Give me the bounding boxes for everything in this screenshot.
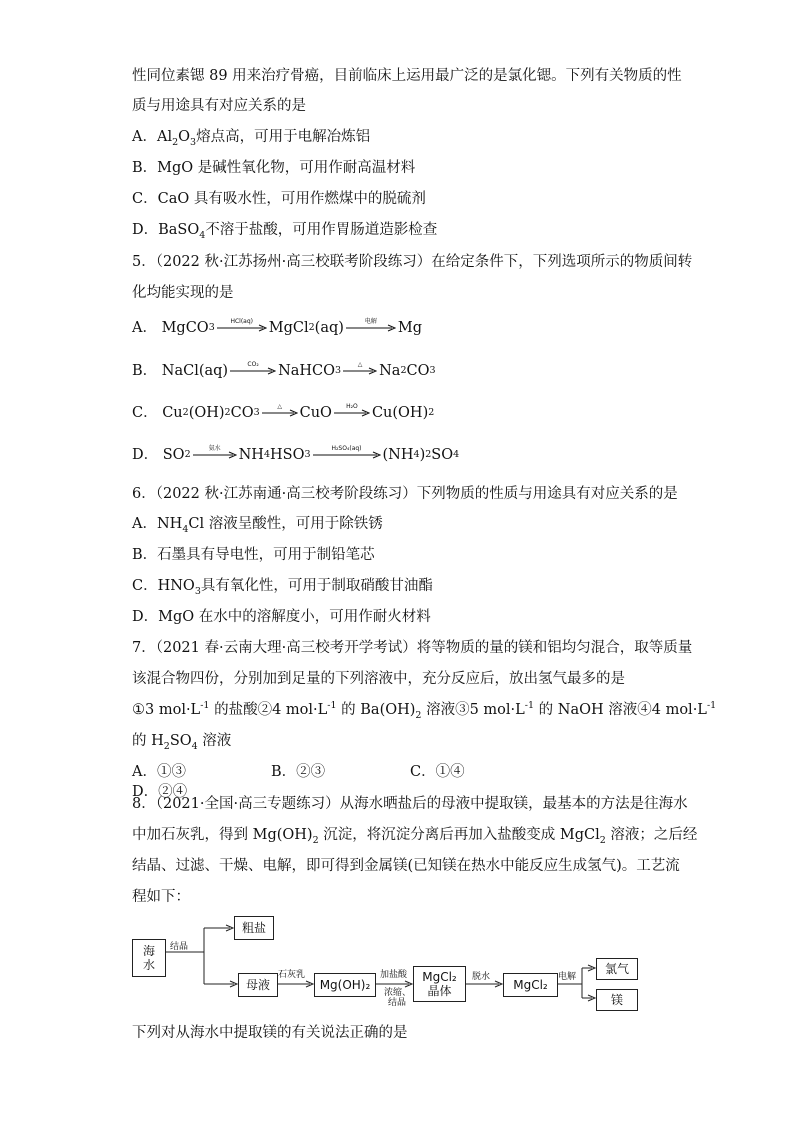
box-mgcl2: MgCl₂ [503,973,558,997]
option-4a: A．$Al_2O_3$熔点高，可用于电解冶炼铝 [132,129,371,148]
question-5: 5．（2022 秋·江苏扬州·高三校联考阶段练习）在给定条件下，下列选项所示的物质间转 [132,254,693,270]
box-mgoh2: Mg(OH)₂ [314,973,376,997]
arrow-label: 氨水 [208,445,221,452]
question-8-prompt: 下列对从海水中提取镁的有关说法正确的是 [132,1025,408,1041]
label-electrolysis: 电解 [558,972,577,982]
arrow-label: H₂O [346,403,358,410]
arrow-label: 电解 [364,318,377,325]
option-7c: C．①④ [410,764,465,780]
question-8: 8．（2021·全国·高三专题练习）从海水晒盐后的母液中提取镁，最基本的方法是往海水 [132,796,688,812]
arrow-label: △ [277,403,282,410]
question-8-cont: 中加石灰乳，得到 $Mg(OH)_2$ 沉淀，将沉淀分离后再加入盐酸变成 MgCl$_2$ 溶液；之后经 [132,827,698,846]
label-add-hcl: 加盐酸 [380,970,408,980]
question-7-solutions: ①3 $mol\cdot L^{-1}$ 的盐酸②4 $mol\cdot L^{-1}$ 的 $Ba(OH)_2$ 溶液③5 $mol\cdot L^{-1}$ 的 NaOH 溶液④4 $mol\cdot L^{-1}$ [132,700,717,721]
option-6a: A．$NH_4Cl$ 溶液呈酸性，可用于除铁锈 [132,516,383,535]
option-7a: A．①③ [132,764,186,780]
label-dehydrate: 脱水 [472,972,491,982]
question-5-cont: 化均能实现的是 [132,285,234,301]
process-flow-diagram [130,912,650,1012]
option-7b: B．②③ [271,764,326,780]
question-8-cont3: 程如下： [132,889,190,905]
paragraph-line: 质与用途具有对应关系的是 [132,98,306,114]
box-crude-salt: 粗盐 [234,916,274,940]
option-6b: B．石墨具有导电性，可用于制铅笔芯 [132,547,375,563]
label-crystallize: 结晶 [170,942,189,952]
label-lime: 石灰乳 [278,970,306,980]
option-4d: D．BaSO$_4$不溶于盐酸，可用作胃肠道造影检查 [132,222,438,241]
box-seawater: 海水 [132,939,166,977]
box-mgcl2-crystal [413,966,466,1002]
reaction-5d: D． SO 2 氨水 NH 4 HSO 3 H₂SO₄(aq) (NH 4 ) 2 SO 4 [132,445,460,463]
reaction-5a: A． MgCO 3 HCl(aq) MgCl 2 (aq) 电解 Mg [132,318,423,336]
paragraph-line: 性同位素锶 89 用来治疗骨癌，目前临床上运用最广泛的是氯化锶。下列有关物质的性 [132,68,682,84]
mgcl2-crystal-formula: MgCl₂ [422,970,457,984]
label-crystallize-2: 结晶 [388,998,407,1008]
option-6c: C．$HNO_3$具有氧化性，可用于制取硝酸甘油酯 [132,578,433,597]
option-6d: D．MgO 在水中的溶解度小，可用作耐火材料 [132,609,431,625]
question-7-cont: 该混合物四份，分别加到足量的下列溶液中，充分反应后，放出氢气最多的是 [132,671,625,687]
question-8-cont2: 结晶、过滤、干燥、电解，即可得到金属镁(已知镁在热水中能反应生成氢气)。工艺流 [132,858,680,874]
arrow-label: △ [357,361,363,368]
question-7-solutions-cont: 的 $H_2SO_4$ 溶液 [132,733,232,752]
option-4c: C．CaO 具有吸水性，可用作燃煤中的脱硫剂 [132,191,426,207]
arrow-label: HCl(aq) [230,318,254,325]
arrow-label: H₂SO₄(aq) [331,445,362,452]
reaction-5c: C． Cu 2 (OH) 2 CO 3 △ CuO H₂O Cu(OH) 2 [132,403,435,421]
question-7: 7．（2021 春·云南大理·高三校考开学考试）将等物质的量的镁和铝均匀混合，取等质量 [132,640,693,656]
box-magnesium: 镁 [596,989,638,1011]
box-chlorine: 氯气 [596,958,638,980]
option-7d: D．②④ [132,784,188,800]
mgcl2-crystal-word: 晶体 [427,984,452,998]
box-mother-liquor: 母液 [238,973,278,997]
label-concentrate: 浓缩、 [384,988,412,998]
arrow-label: CO₂ [247,361,259,368]
option-4b: B．MgO 是碱性氧化物，可用作耐高温材料 [132,160,416,176]
question-6: 6．（2022 秋·江苏南通·高三校考阶段练习）下列物质的性质与用途具有对应关系的是 [132,486,678,502]
reaction-5b: B． NaCl(aq) CO₂ NaHCO 3 △ Na 2 CO 3 [132,361,436,379]
